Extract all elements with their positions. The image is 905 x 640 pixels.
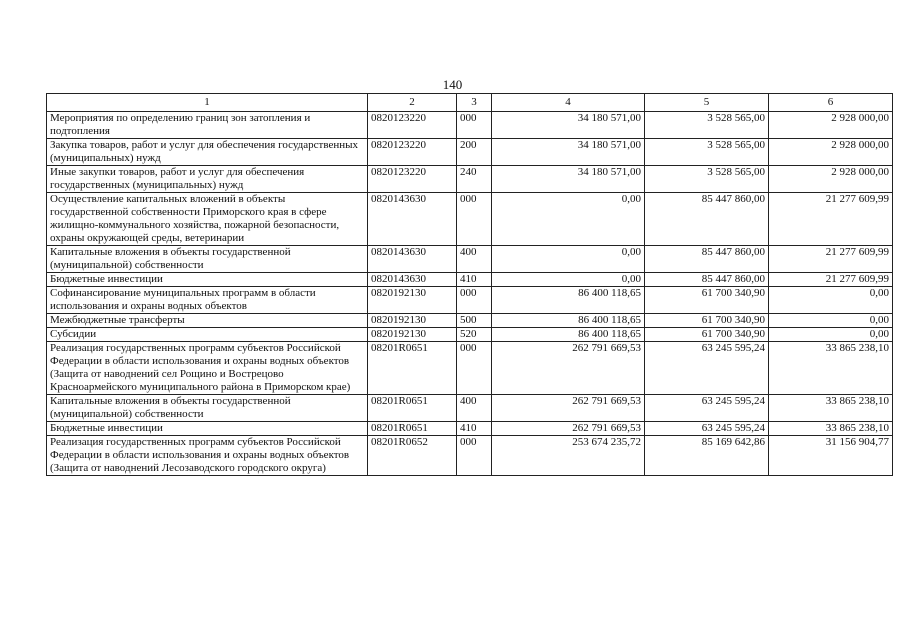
row-name: Мероприятия по определению границ зон затопления и подтопления: [47, 112, 368, 139]
row-amount-col5: 85 447 860,00: [645, 246, 769, 273]
row-code: 0820192130: [368, 287, 457, 314]
table-row: [47, 436, 893, 476]
col-header-3: 3: [457, 94, 492, 112]
table-row: [47, 314, 893, 328]
row-amount-col5: 63 245 595,24: [645, 342, 769, 395]
row-amount-col5: 3 528 565,00: [645, 166, 769, 193]
row-expense-type: 000: [457, 436, 492, 476]
table-row: [47, 395, 893, 422]
row-expense-type: 240: [457, 166, 492, 193]
col-header-4: 4: [492, 94, 645, 112]
table-body: [47, 112, 893, 476]
row-expense-type: 400: [457, 395, 492, 422]
row-amount-col4: 262 791 669,53: [492, 422, 645, 436]
row-amount-col4: 0,00: [492, 193, 645, 246]
row-expense-type: 000: [457, 193, 492, 246]
row-amount-col4: 34 180 571,00: [492, 112, 645, 139]
row-amount-col5: 85 447 860,00: [645, 273, 769, 287]
row-amount-col5: 61 700 340,90: [645, 287, 769, 314]
row-name: Капитальные вложения в объекты государственной (муниципальной) собственности: [47, 246, 368, 273]
row-expense-type: 200: [457, 139, 492, 166]
row-expense-type: 410: [457, 422, 492, 436]
table-row: [47, 328, 893, 342]
row-name: Закупка товаров, работ и услуг для обеспечения государственных (муниципальных) нужд: [47, 139, 368, 166]
row-code: 08201R0652: [368, 436, 457, 476]
table-row: [47, 166, 893, 193]
row-name: Реализация государственных программ субъектов Российской Федерации в области использования и охраны водных объектов (Защита от наводнений сел Рощино и Вострецово Красноармейского муниципального района в Приморском крае): [47, 342, 368, 395]
row-expense-type: 520: [457, 328, 492, 342]
page-number: 140: [442, 77, 463, 92]
row-amount-col5: 63 245 595,24: [645, 422, 769, 436]
row-amount-col5: 3 528 565,00: [645, 112, 769, 139]
row-name: Бюджетные инвестиции: [47, 273, 368, 287]
row-expense-type: 000: [457, 287, 492, 314]
row-amount-col4: 262 791 669,53: [492, 342, 645, 395]
row-code: 0820123220: [368, 166, 457, 193]
row-amount-col5: 63 245 595,24: [645, 395, 769, 422]
row-amount-col6: 21 277 609,99: [769, 273, 893, 287]
table-row: [47, 112, 893, 139]
table-row: [47, 193, 893, 246]
row-amount-col5: 61 700 340,90: [645, 314, 769, 328]
col-header-2: 2: [368, 94, 457, 112]
table-row: [47, 246, 893, 273]
row-expense-type: 410: [457, 273, 492, 287]
row-code: 0820192130: [368, 314, 457, 328]
row-amount-col4: 86 400 118,65: [492, 328, 645, 342]
row-amount-col6: 21 277 609,99: [769, 193, 893, 246]
row-name: Субсидии: [47, 328, 368, 342]
col-header-5: 5: [645, 94, 769, 112]
row-amount-col6: 0,00: [769, 287, 893, 314]
row-amount-col5: 85 169 642,86: [645, 436, 769, 476]
row-expense-type: 000: [457, 342, 492, 395]
col-header-6: 6: [769, 94, 893, 112]
row-amount-col6: 2 928 000,00: [769, 139, 893, 166]
table-row: [47, 139, 893, 166]
row-amount-col6: 33 865 238,10: [769, 395, 893, 422]
header-row: [47, 94, 893, 112]
table-row: [47, 422, 893, 436]
row-amount-col5: 3 528 565,00: [645, 139, 769, 166]
row-amount-col6: 31 156 904,77: [769, 436, 893, 476]
row-amount-col6: 2 928 000,00: [769, 112, 893, 139]
row-amount-col6: 0,00: [769, 314, 893, 328]
row-code: 0820143630: [368, 273, 457, 287]
col-header-1: 1: [47, 94, 368, 112]
row-code: 0820192130: [368, 328, 457, 342]
row-name: Реализация государственных программ субъектов Российской Федерации в области использования и охраны водных объектов (Защита от наводнений Лесозаводского городского округа): [47, 436, 368, 476]
row-name: Софинансирование муниципальных программ в области использования и охраны водных объектов: [47, 287, 368, 314]
budget-table: [46, 93, 893, 476]
table-row: [47, 342, 893, 395]
row-amount-col4: 86 400 118,65: [492, 287, 645, 314]
row-amount-col6: 2 928 000,00: [769, 166, 893, 193]
table-row: [47, 273, 893, 287]
row-code: 08201R0651: [368, 422, 457, 436]
row-amount-col4: 34 180 571,00: [492, 166, 645, 193]
row-name: Межбюджетные трансферты: [47, 314, 368, 328]
row-name: Иные закупки товаров, работ и услуг для обеспечения государственных (муниципальных) нужд: [47, 166, 368, 193]
row-expense-type: 000: [457, 112, 492, 139]
row-name: Капитальные вложения в объекты государственной (муниципальной) собственности: [47, 395, 368, 422]
row-amount-col6: 21 277 609,99: [769, 246, 893, 273]
row-name: Осуществление капитальных вложений в объекты государственной собственности Приморского края в сфере жилищно-коммунального хозяйства, пожарной безопасности, охраны окружающей среды, ветеринарии: [47, 193, 368, 246]
row-amount-col4: 0,00: [492, 246, 645, 273]
row-amount-col6: 33 865 238,10: [769, 342, 893, 395]
row-expense-type: 500: [457, 314, 492, 328]
table-row: [47, 287, 893, 314]
row-code: 08201R0651: [368, 395, 457, 422]
row-amount-col6: 0,00: [769, 328, 893, 342]
row-code: 08201R0651: [368, 342, 457, 395]
row-name: Бюджетные инвестиции: [47, 422, 368, 436]
row-code: 0820123220: [368, 139, 457, 166]
row-code: 0820143630: [368, 246, 457, 273]
row-amount-col4: 253 674 235,72: [492, 436, 645, 476]
row-amount-col4: 86 400 118,65: [492, 314, 645, 328]
row-code: 0820143630: [368, 193, 457, 246]
row-expense-type: 400: [457, 246, 492, 273]
row-amount-col4: 262 791 669,53: [492, 395, 645, 422]
row-code: 0820123220: [368, 112, 457, 139]
row-amount-col6: 33 865 238,10: [769, 422, 893, 436]
row-amount-col5: 85 447 860,00: [645, 193, 769, 246]
row-amount-col4: 34 180 571,00: [492, 139, 645, 166]
row-amount-col4: 0,00: [492, 273, 645, 287]
row-amount-col5: 61 700 340,90: [645, 328, 769, 342]
